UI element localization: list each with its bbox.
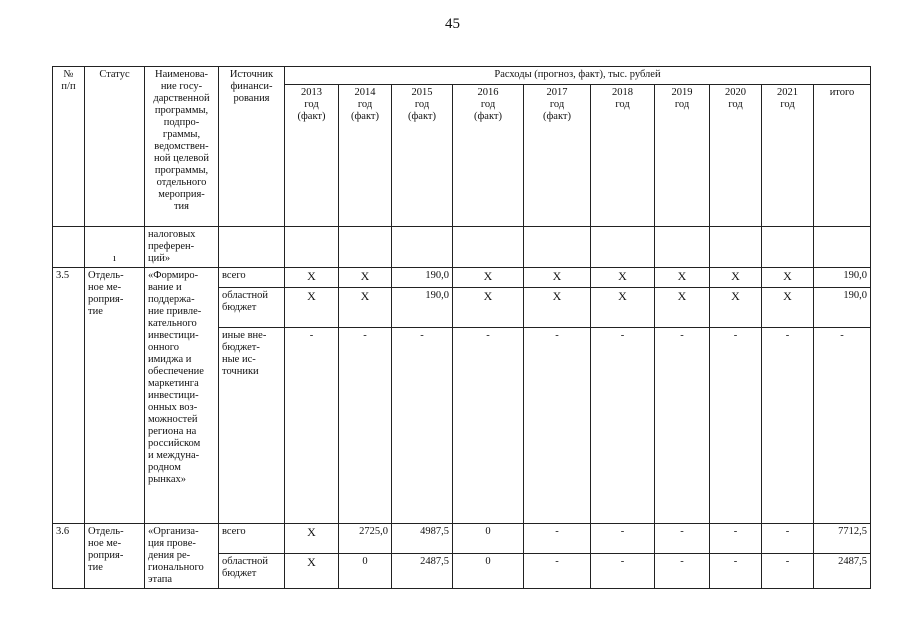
cell-name: «Формиро- вание и поддержа- ние привле- кательного инвестици- онного имиджа и обеспечение маркетинга инвестици- онных воз- можностей региона на российском и междуна- родном рынках»: [145, 268, 219, 524]
cell-value: 190,0: [392, 268, 453, 288]
cell-value: -: [524, 524, 591, 554]
cell-value: [762, 227, 814, 268]
cell-status: Отдель- ное ме- роприя- тие: [85, 268, 145, 524]
cell-total: 2487,5: [814, 554, 871, 589]
budget-table: [52, 66, 871, 589]
cell-source: иные вне- бюджет- ные ис- точники: [219, 328, 285, 524]
cell-value: -: [710, 328, 762, 524]
cell-name: налоговых преферен- ций»: [145, 227, 219, 268]
cell-status: Отдель- ное ме- роприя- тие: [85, 524, 145, 589]
cell-name: «Организа- ция прове- дения ре- гионального этапа: [145, 524, 219, 589]
cell-status: ı: [85, 227, 145, 268]
cell-value: Х: [524, 288, 591, 328]
continuation-row: [53, 227, 871, 268]
page-number: 45: [445, 16, 460, 32]
cell-value: [453, 227, 524, 268]
header-num: № п/п: [53, 67, 85, 227]
cell-value: [285, 227, 339, 268]
cell-value: -: [655, 554, 710, 589]
header-year: 2014 год (факт): [339, 85, 392, 227]
header-year: 2021 год: [762, 85, 814, 227]
table-row: [53, 268, 871, 288]
cell-value: Х: [285, 288, 339, 328]
cell-value: [710, 227, 762, 268]
cell-value: Х: [591, 268, 655, 288]
cell-value: -: [524, 554, 591, 589]
header-year: 2017 год (факт): [524, 85, 591, 227]
cell-source: областной бюджет: [219, 554, 285, 589]
header-year: 2015 год (факт): [392, 85, 453, 227]
cell-value: Х: [591, 288, 655, 328]
cell-value: Х: [710, 268, 762, 288]
cell-value: Х: [339, 288, 392, 328]
cell-total: -: [814, 328, 871, 524]
cell-source: всего: [219, 524, 285, 554]
cell-value: -: [655, 328, 710, 524]
header-row: [53, 67, 871, 85]
cell-value: -: [339, 328, 392, 524]
cell-value: Х: [285, 268, 339, 288]
cell-value: 0: [453, 524, 524, 554]
cell-value: -: [710, 524, 762, 554]
cell-total: [814, 227, 871, 268]
cell-value: -: [762, 554, 814, 589]
cell-value: Х: [655, 268, 710, 288]
header-year: 2016 год (факт): [453, 85, 524, 227]
cell-value: 190,0: [392, 288, 453, 328]
cell-value: [524, 227, 591, 268]
cell-value: -: [453, 328, 524, 524]
cell-value: 0: [453, 554, 524, 589]
header-year: 2020 год: [710, 85, 762, 227]
cell-value: -: [762, 328, 814, 524]
cell-num: [53, 227, 85, 268]
cell-value: Х: [285, 554, 339, 589]
header-name: Наименова- ние госу- дарственной программы, подпро- граммы, ведомствен- ной целевой программы, отдельного мероприя- тия: [145, 67, 219, 227]
cell-value: Х: [453, 288, 524, 328]
header-total: итого: [814, 85, 871, 227]
cell-total: 190,0: [814, 268, 871, 288]
cell-num: 3.5: [53, 268, 85, 524]
cell-value: 2725,0: [339, 524, 392, 554]
cell-value: Х: [339, 268, 392, 288]
cell-value: [591, 227, 655, 268]
cell-value: -: [655, 524, 710, 554]
cell-value: 0: [339, 554, 392, 589]
cell-source: [219, 227, 285, 268]
cell-value: -: [524, 328, 591, 524]
header-status: Статус: [85, 67, 145, 227]
cell-value: Х: [285, 524, 339, 554]
header-source: Источник финанси- рования: [219, 67, 285, 227]
cell-value: -: [591, 524, 655, 554]
cell-source: всего: [219, 268, 285, 288]
cell-value: 4987,5: [392, 524, 453, 554]
cell-value: -: [591, 554, 655, 589]
cell-value: -: [762, 524, 814, 554]
header-year: 2018 год: [591, 85, 655, 227]
header-year: 2013 год (факт): [285, 85, 339, 227]
cell-value: Х: [524, 268, 591, 288]
cell-value: [392, 227, 453, 268]
cell-value: Х: [655, 288, 710, 328]
cell-value: -: [710, 554, 762, 589]
cell-value: [339, 227, 392, 268]
header-expenses: Расходы (прогноз, факт), тыс. рублей: [285, 67, 871, 85]
cell-value: Х: [762, 288, 814, 328]
table-row: [53, 524, 871, 554]
cell-value: Х: [762, 268, 814, 288]
cell-value: -: [392, 328, 453, 524]
cell-total: 190,0: [814, 288, 871, 328]
cell-value: Х: [453, 268, 524, 288]
cell-num: 3.6: [53, 524, 85, 589]
cell-value: 2487,5: [392, 554, 453, 589]
cell-total: 7712,5: [814, 524, 871, 554]
cell-value: -: [591, 328, 655, 524]
cell-value: [655, 227, 710, 268]
cell-value: Х: [710, 288, 762, 328]
header-year: 2019 год: [655, 85, 710, 227]
cell-source: областной бюджет: [219, 288, 285, 328]
cell-value: -: [285, 328, 339, 524]
